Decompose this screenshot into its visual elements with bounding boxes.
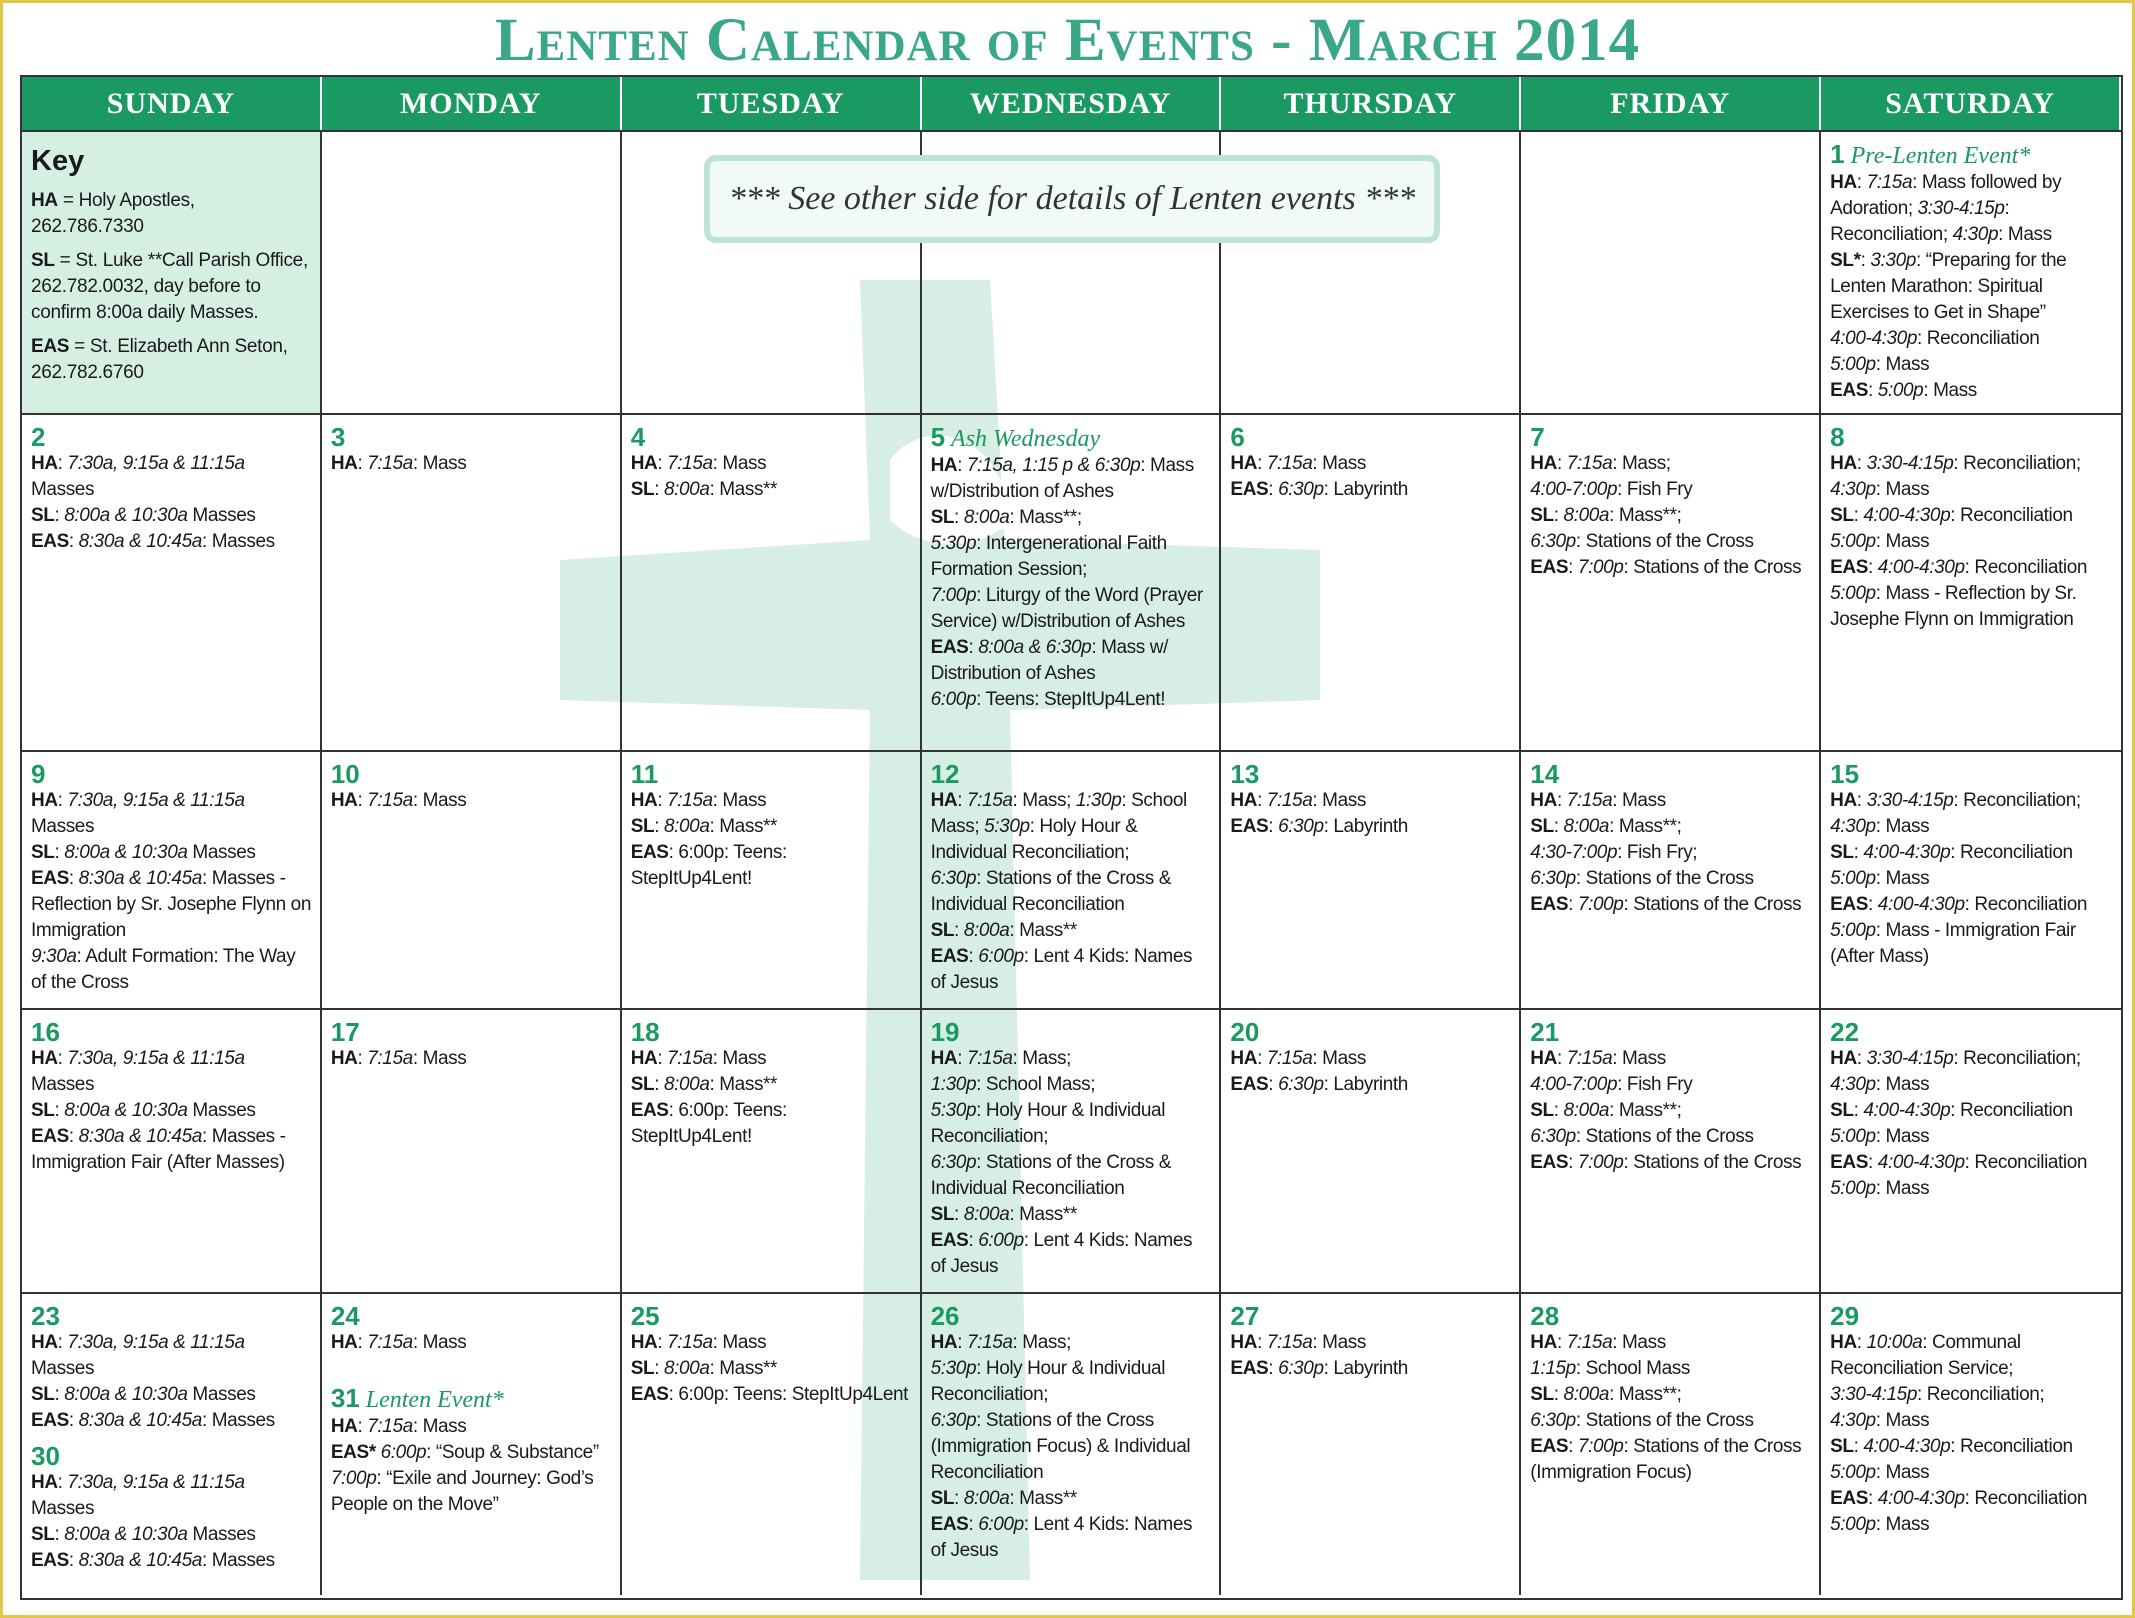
event-line: SL: 8:00a: Mass**	[630, 479, 778, 500]
event-line: EAS: 6:30p: Labyrinth	[1230, 479, 1408, 500]
event-line: EAS: 6:00p: Teens: StepItUp4Lent!	[630, 842, 787, 889]
event-line: EAS: 8:30a & 10:45a: Masses - Immigration Fair (After Masses)	[31, 1126, 286, 1173]
event-line: SL: 8:00a: Mass**;	[1530, 1384, 1682, 1405]
event-line: 5:00p: Mass - Immigration Fair (After Mass)	[1830, 920, 2076, 967]
event-line: SL: 8:00a: Mass**	[930, 1204, 1077, 1225]
event-line: EAS: 4:00-4:30p: Reconciliation	[1830, 1152, 2088, 1173]
event-line: HA: 7:30a, 9:15a & 11:15a Masses	[31, 1472, 245, 1519]
event-line: HA: 7:15a: Mass;	[930, 1048, 1071, 1069]
day-cell-18	[622, 1008, 922, 1292]
day-number: 23	[31, 1301, 60, 1331]
event-line: SL: 8:00a: Mass**;	[1530, 505, 1682, 526]
event-line: EAS* 6:00p: “Soup & Substance”	[330, 1442, 599, 1463]
event-line: HA: 7:15a: Mass	[330, 1048, 467, 1069]
day-number: 24	[330, 1301, 360, 1331]
day-number: 27	[1230, 1301, 1260, 1331]
event-line: SL: 8:00a & 10:30a Masses	[31, 842, 256, 863]
event-line: HA: 7:15a: Mass	[630, 1332, 767, 1353]
event-line: HA: 7:15a: Mass	[1230, 453, 1366, 474]
day-number: 8	[1830, 422, 1845, 452]
header-wednesday: WEDNESDAY	[922, 77, 1222, 130]
day-cell-2	[22, 413, 322, 750]
event-line: 5:00p: Mass - Reflection by Sr. Josephe Flynn on Immigration	[1830, 583, 2077, 630]
event-line: EAS: 8:30a & 10:45a: Masses - Reflection by Sr. Josephe Flynn on Immigration	[31, 868, 312, 941]
day-cell-15	[1821, 750, 2121, 1008]
page-title: Lenten Calendar of Events - March 2014	[494, 7, 1641, 74]
event-line: SL: 4:00-4:30p: Reconciliation	[1830, 1436, 2073, 1457]
day-cell-21	[1521, 1008, 1821, 1292]
day-number: 25	[630, 1301, 660, 1331]
event-line: 5:30p: Holy Hour & Individual Reconciliation;	[930, 1100, 1166, 1147]
header-friday: FRIDAY	[1521, 77, 1821, 130]
day-cell-7	[1521, 413, 1821, 750]
day-cell-23-30	[22, 1292, 322, 1595]
event-line: HA: 7:15a: Mass	[1230, 1332, 1366, 1353]
event-line: HA: 7:15a: Mass	[330, 790, 467, 811]
special-event-label: Pre-Lenten Event*	[1850, 143, 2031, 169]
day-number: 5 Ash Wednesday	[930, 422, 1101, 452]
event-line: HA: 10:00a: Communal Reconciliation Service;	[1830, 1332, 2021, 1379]
day-number: 7	[1530, 422, 1545, 452]
event-line: HA: 7:15a: Mass	[1230, 790, 1366, 811]
day-cell-13	[1221, 750, 1521, 1008]
event-line: HA: 7:15a: Mass	[630, 453, 767, 474]
event-line: 4:30p: Mass	[1830, 479, 1930, 500]
event-line: HA: 7:15a: Mass	[330, 1332, 467, 1353]
event-line: 5:00p: Mass	[1830, 1462, 1930, 1483]
event-line: 4:30p: Mass	[1830, 1074, 1930, 1095]
event-line: 4:00-7:00p: Fish Fry	[1530, 1074, 1693, 1095]
day-number: 16	[31, 1017, 60, 1047]
day-number: 10	[330, 759, 360, 789]
header-saturday: SATURDAY	[1821, 77, 2121, 130]
event-line: HA: 7:15a: Mass	[630, 1048, 767, 1069]
event-line: HA: 7:30a, 9:15a & 11:15a Masses	[31, 1048, 245, 1095]
day-cell-29	[1821, 1292, 2121, 1595]
event-line: HA: 7:15a: Mass	[330, 1416, 467, 1437]
event-line: 6:30p: Stations of the Cross	[1530, 531, 1754, 552]
event-line: 4:00-4:30p: Reconciliation	[1830, 328, 2040, 349]
day-cell-8	[1821, 413, 2121, 750]
day-number: 31 Lenten Event*	[330, 1383, 504, 1413]
event-line: EAS: 6:00p: Lent 4 Kids: Names of Jesus	[930, 1514, 1193, 1561]
day-number: 22	[1830, 1017, 1860, 1047]
day-cell-9	[22, 750, 322, 1008]
day-number: 3	[330, 422, 346, 452]
event-line: SL: 8:00a: Mass**	[630, 1074, 778, 1095]
event-line: SL: 8:00a & 10:30a Masses	[31, 1524, 256, 1545]
event-line: EAS: 7:00p: Stations of the Cross	[1530, 894, 1802, 915]
event-line: SL: 8:00a & 10:30a Masses	[31, 505, 256, 526]
day-cell-17	[322, 1008, 622, 1292]
day-cell-3	[322, 413, 622, 750]
event-line: 6:00p: Teens: StepItUp4Lent!	[930, 689, 1166, 710]
event-line: 6:30p: Stations of the Cross & Individual Reconciliation	[930, 1152, 1171, 1199]
event-line: EAS: 8:30a & 10:45a: Masses	[31, 1550, 275, 1571]
key-ha: HA = Holy Apostles, 262.786.7330	[31, 190, 195, 237]
key-sl: SL = St. Luke **Call Parish Office, 262.782.0032, day before to confirm 8:00a daily Masses.	[31, 250, 308, 323]
event-line: 4:30p: Mass	[1830, 816, 1930, 837]
day-cell-12	[922, 750, 1222, 1008]
day-cell-19	[922, 1008, 1222, 1292]
event-line: EAS: 6:30p: Labyrinth	[1230, 1358, 1408, 1379]
event-line: SL*: 3:30p: “Preparing for the Lenten Marathon: Spiritual Exercises to Get in Shape”	[1830, 250, 2067, 323]
event-line: 7:00p: Liturgy of the Word (Prayer Service) w/Distribution of Ashes	[930, 585, 1203, 632]
event-line: HA: 7:15a: Mass; 1:30p: School Mass; 5:30p: Holy Hour & Individual Reconciliation;	[930, 790, 1187, 863]
empty-cell	[322, 130, 622, 413]
day-cell-27	[1221, 1292, 1521, 1595]
event-line: SL: 8:00a: Mass**	[930, 1488, 1077, 1509]
event-line: 5:00p: Mass	[1830, 868, 1930, 889]
day-cell-1	[1821, 130, 2121, 413]
event-line: 6:30p: Stations of the Cross	[1530, 1126, 1754, 1147]
day-number: 6	[1230, 422, 1245, 452]
event-line: EAS: 5:00p: Mass	[1830, 380, 1977, 401]
day-number: 12	[930, 759, 960, 789]
event-line: 7:00p: “Exile and Journey: God’s People on the Move”	[330, 1468, 594, 1515]
event-line: 9:30a: Adult Formation: The Way of the Cross	[31, 946, 296, 993]
event-line: HA: 7:30a, 9:15a & 11:15a Masses	[31, 453, 245, 500]
day-cell-16	[22, 1008, 322, 1292]
header-sunday: SUNDAY	[22, 77, 322, 130]
event-line: HA: 7:15a: Mass	[630, 790, 767, 811]
event-line: 4:00-7:00p: Fish Fry	[1530, 479, 1693, 500]
event-line: SL: 8:00a: Mass**	[630, 816, 778, 837]
event-line: 6:30p: Stations of the Cross & Individual Reconciliation	[930, 868, 1171, 915]
key-eas: EAS = St. Elizabeth Ann Seton, 262.782.6760	[31, 336, 288, 383]
event-line: HA: 3:30-4:15p: Reconciliation;	[1830, 790, 2081, 811]
event-line: HA: 7:15a: Mass	[1530, 790, 1666, 811]
day-cell-24-31	[322, 1292, 622, 1595]
day-cell-25	[622, 1292, 922, 1595]
event-line: EAS: 6:00p: Lent 4 Kids: Names of Jesus	[930, 946, 1193, 993]
day-number: 17	[330, 1017, 360, 1047]
event-line: EAS: 7:00p: Stations of the Cross	[1530, 1152, 1802, 1173]
header-thursday: THURSDAY	[1221, 77, 1521, 130]
day-cell-10	[322, 750, 622, 1008]
day-number: 13	[1230, 759, 1260, 789]
day-number: 28	[1530, 1301, 1560, 1331]
day-number: 18	[630, 1017, 660, 1047]
event-line: HA: 7:15a, 1:15 p & 6:30p: Mass w/Distribution of Ashes	[930, 455, 1194, 502]
key-heading: Key	[31, 145, 85, 177]
day-number: 14	[1530, 759, 1560, 789]
day-number: 20	[1230, 1017, 1260, 1047]
key-cell	[22, 130, 322, 413]
event-line: HA: 7:15a: Mass	[1230, 1048, 1366, 1069]
day-number: 26	[930, 1301, 960, 1331]
event-line: SL: 8:00a & 10:30a Masses	[31, 1384, 256, 1405]
day-cell-26	[922, 1292, 1222, 1595]
event-line: 3:30-4:15p: Reconciliation;	[1830, 1384, 2045, 1405]
event-line: 4:30-7:00p: Fish Fry;	[1530, 842, 1698, 863]
event-line: SL: 8:00a: Mass**;	[930, 507, 1082, 528]
day-cell-20	[1221, 1008, 1521, 1292]
special-event-label: Lenten Event*	[365, 1387, 504, 1413]
day-number: 11	[630, 759, 659, 789]
header-tuesday: TUESDAY	[622, 77, 922, 130]
event-line: 5:30p: Holy Hour & Individual Reconciliation;	[930, 1358, 1166, 1405]
event-line: EAS: 4:00-4:30p: Reconciliation	[1830, 894, 2088, 915]
event-line: EAS: 6:00p: Teens: StepItUp4Lent	[630, 1384, 909, 1405]
event-line: 5:00p: Mass	[1830, 1126, 1930, 1147]
header-monday: MONDAY	[322, 77, 622, 130]
event-line: EAS: 8:00a & 6:30p: Mass w/ Distribution of Ashes	[930, 637, 1168, 684]
calendar-grid	[20, 75, 2123, 1600]
event-line: 1:15p: School Mass	[1530, 1358, 1690, 1379]
day-cell-22	[1821, 1008, 2121, 1292]
day-cell-28	[1521, 1292, 1821, 1595]
see-other-side-notice: *** See other side for details of Lenten events ***	[704, 155, 1440, 243]
event-line: HA: 7:15a: Mass	[330, 453, 467, 474]
event-line: Reconciliation; 4:30p: Mass	[1830, 224, 2052, 245]
event-line: EAS: 7:00p: Stations of the Cross (Immigration Focus)	[1530, 1436, 1802, 1483]
event-line: 6:30p: Stations of the Cross	[1530, 1410, 1754, 1431]
event-line: 1:30p: School Mass;	[930, 1074, 1096, 1095]
event-line: HA: 7:15a: Mass;	[930, 1332, 1071, 1353]
event-line: SL: 8:00a: Mass**;	[1530, 1100, 1682, 1121]
day-number: 19	[930, 1017, 960, 1047]
event-line: SL: 4:00-4:30p: Reconciliation	[1830, 1100, 2073, 1121]
day-number: 9	[31, 759, 46, 789]
empty-cell	[1521, 130, 1821, 413]
day-number: 4	[630, 422, 646, 452]
event-line: HA: 7:15a: Mass followed by Adoration; 3:30-4:15p:	[1830, 172, 2062, 219]
day-number: 30	[31, 1441, 60, 1471]
day-number: 2	[31, 422, 46, 452]
event-line: 6:30p: Stations of the Cross	[1530, 868, 1754, 889]
event-line: 5:00p: Mass	[1830, 531, 1930, 552]
event-line: HA: 7:30a, 9:15a & 11:15a Masses	[31, 790, 245, 837]
event-line: 5:00p: Mass	[1830, 1178, 1930, 1199]
event-line: HA: 7:30a, 9:15a & 11:15a Masses	[31, 1332, 245, 1379]
event-line: SL: 8:00a: Mass**	[630, 1358, 778, 1379]
event-line: EAS: 6:30p: Labyrinth	[1230, 1074, 1408, 1095]
day-cell-11	[622, 750, 922, 1008]
event-line: SL: 8:00a: Mass**;	[1530, 816, 1682, 837]
event-line: HA: 7:15a: Mass;	[1530, 453, 1671, 474]
event-line: 5:00p: Mass	[1830, 1514, 1930, 1535]
event-line: HA: 7:15a: Mass	[1530, 1048, 1666, 1069]
day-cell-5	[922, 413, 1222, 750]
day-cell-4	[622, 413, 922, 750]
event-line: SL: 4:00-4:30p: Reconciliation	[1830, 842, 2073, 863]
special-event-label: Ash Wednesday	[951, 426, 1101, 452]
event-line: SL: 8:00a: Mass**	[930, 920, 1077, 941]
day-number: 15	[1830, 759, 1860, 789]
event-line: EAS: 4:00-4:30p: Reconciliation	[1830, 557, 2088, 578]
event-line: SL: 4:00-4:30p: Reconciliation	[1830, 505, 2073, 526]
event-line: EAS: 4:00-4:30p: Reconciliation	[1830, 1488, 2088, 1509]
event-line: HA: 7:15a: Mass	[1530, 1332, 1666, 1353]
day-number: 21	[1530, 1017, 1560, 1047]
event-line: 4:30p: Mass	[1830, 1410, 1930, 1431]
event-line: SL: 8:00a & 10:30a Masses	[31, 1100, 256, 1121]
event-line: 6:30p: Stations of the Cross (Immigration Focus) & Individual Reconciliation	[930, 1410, 1191, 1483]
day-cell-6	[1221, 413, 1521, 750]
event-line: EAS: 6:00p: Teens: StepItUp4Lent!	[630, 1100, 787, 1147]
day-number: 29	[1830, 1301, 1860, 1331]
event-line: EAS: 8:30a & 10:45a: Masses	[31, 1410, 275, 1431]
day-cell-14	[1521, 750, 1821, 1008]
event-line: EAS: 6:30p: Labyrinth	[1230, 816, 1408, 837]
event-line: HA: 3:30-4:15p: Reconciliation;	[1830, 453, 2081, 474]
event-line: 5:00p: Mass	[1830, 354, 1930, 375]
event-line: EAS: 8:30a & 10:45a: Masses	[31, 531, 275, 552]
event-line: HA: 3:30-4:15p: Reconciliation;	[1830, 1048, 2081, 1069]
day-number: 1 Pre-Lenten Event*	[1830, 139, 2031, 169]
event-line: 5:30p: Intergenerational Faith Formation Session;	[930, 533, 1167, 580]
event-line: EAS: 6:00p: Lent 4 Kids: Names of Jesus	[930, 1230, 1193, 1277]
event-line: EAS: 7:00p: Stations of the Cross	[1530, 557, 1802, 578]
